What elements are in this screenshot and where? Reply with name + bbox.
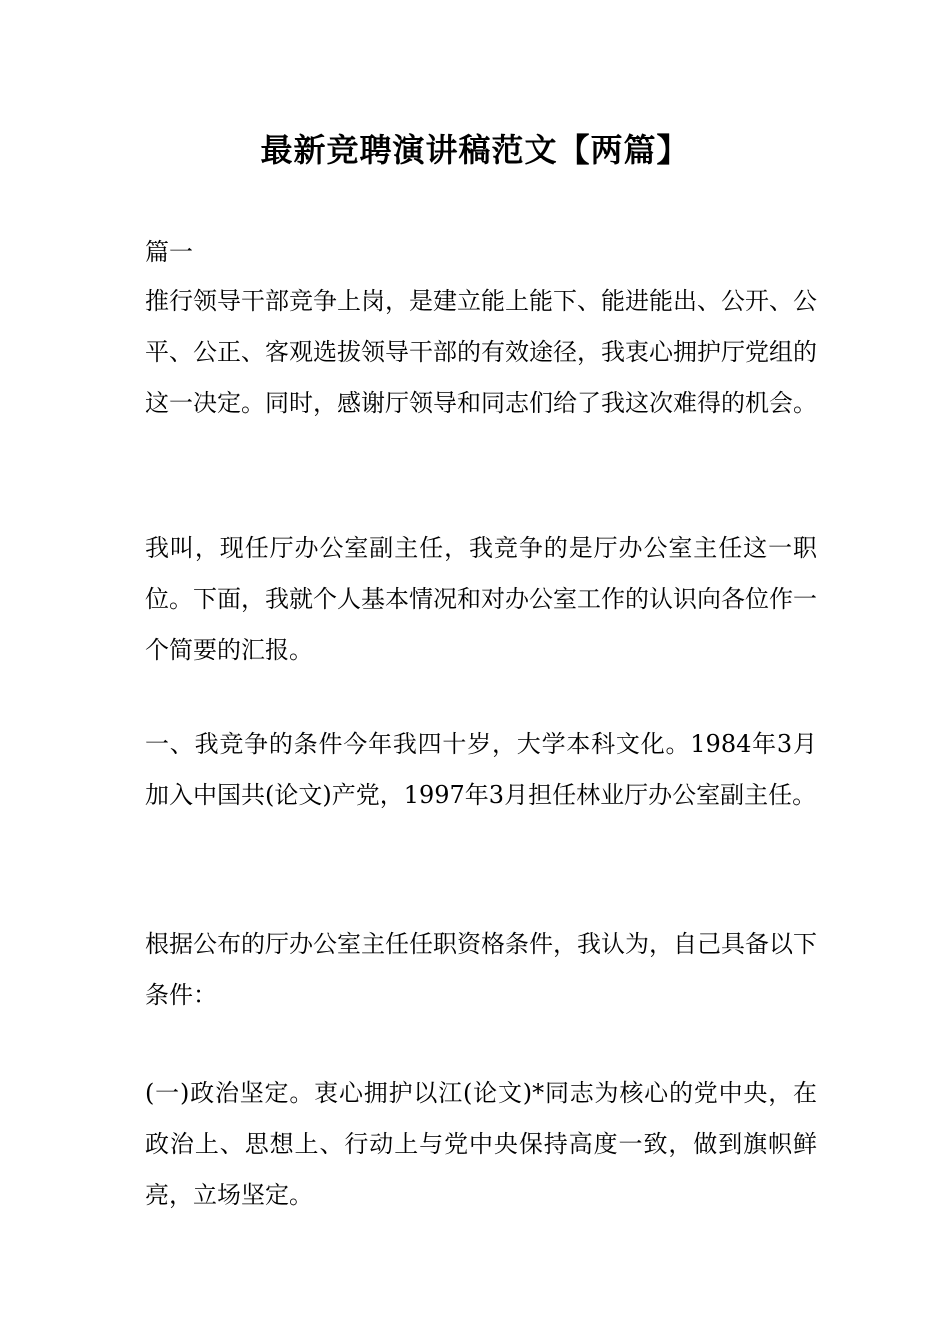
paragraph: 推行领导干部竞争上岗，是建立能上能下、能进能出、公开、公平、公正、客观选拔领导干部的有效途径，我衷心拥护厅党组的这一决定。同时，感谢厅领导和同志们给了我这次难得的机会。 [145,287,817,417]
document-title: 最新竞聘演讲稿范文【两篇】 [260,131,690,169]
paragraph: 一、我竞争的条件今年我四十岁，大学本科文化。1984年3月加入中国共(论文)产党，1997年3月担任林业厅办公室副主任。 [145,730,817,809]
section-label: 篇一 [145,238,193,266]
paragraph: 我叫，现任厅办公室副主任，我竞争的是厅办公室主任这一职位。下面，我就个人基本情况和对办公室工作的认识向各位作一个简要的汇报。 [145,534,817,664]
paragraph: (一)政治坚定。衷心拥护以江(论文)*同志为核心的党中央，在政治上、思想上、行动上与党中央保持高度一致，做到旗帜鲜亮，立场坚定。 [145,1079,817,1209]
paragraph: 根据公布的厅办公室主任任职资格条件，我认为，自己具备以下条件： [145,930,817,1009]
